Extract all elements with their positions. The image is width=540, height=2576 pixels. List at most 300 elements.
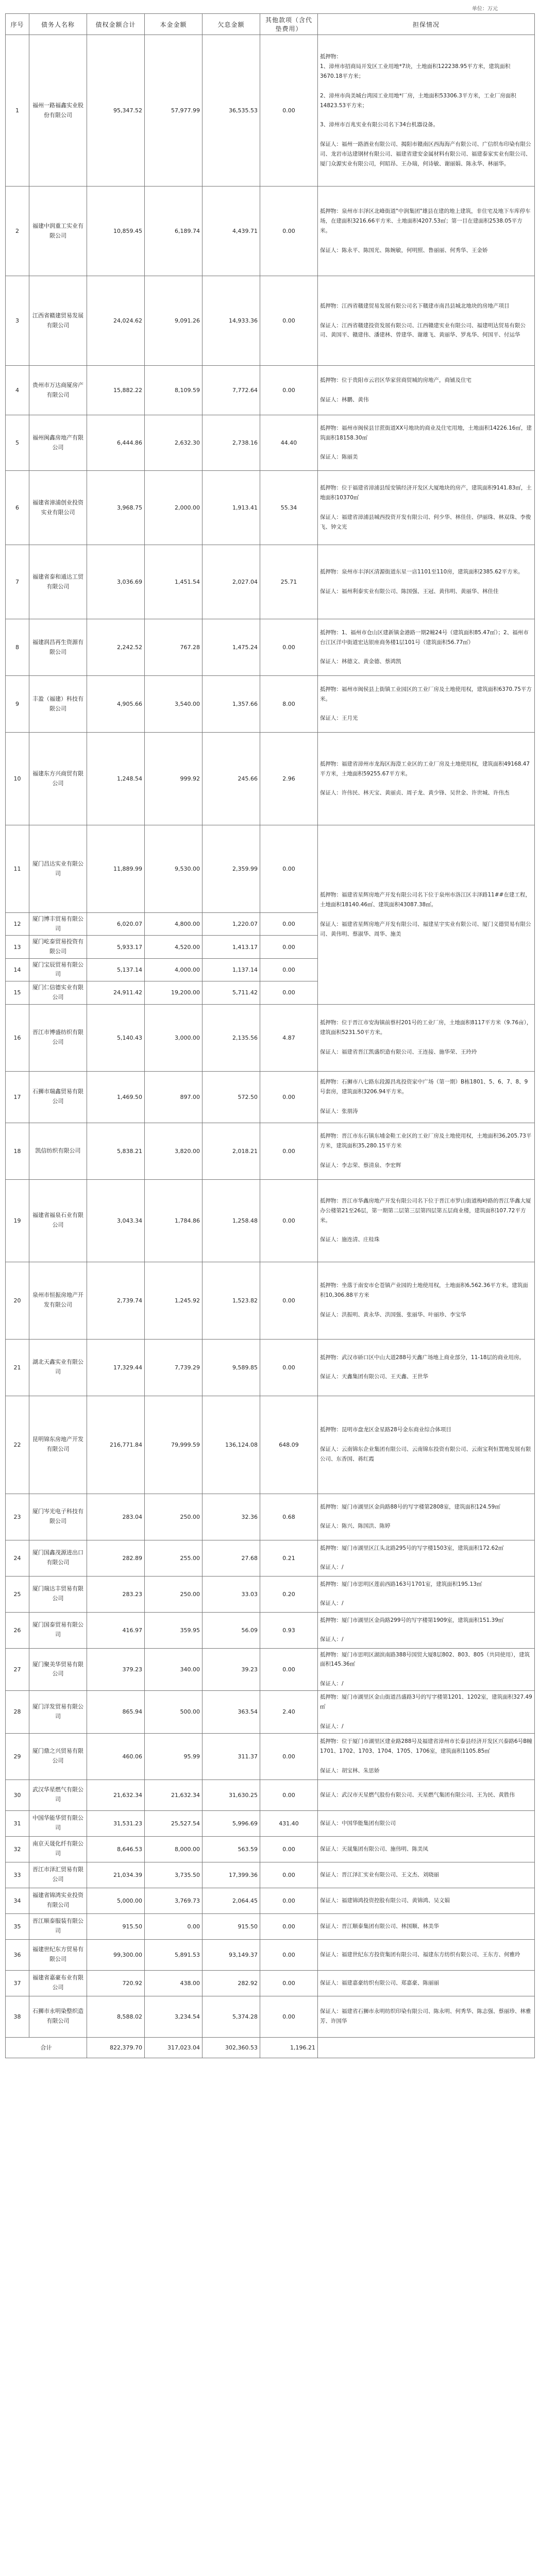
guarantee-text: 抵押物：厦门市思明区莲前西路163号1701室，建筑面积195.13㎡ 保证人：/ xyxy=(320,1581,482,1607)
principal-amount: 999.92 xyxy=(145,733,202,825)
guarantee-detail xyxy=(318,1540,535,1576)
total-amount: 6,020.07 xyxy=(87,913,145,936)
other-amount: 8.00 xyxy=(260,676,318,733)
other-amount: 0.00 xyxy=(260,1262,318,1339)
debtor-name: 福建世纪东方贸易有限公司 xyxy=(29,1939,87,1970)
total-principal: 317,023.04 xyxy=(145,2037,202,2058)
guarantee-text: 抵押物：武汉市硚口区中山大道288号天鑫广场地上商业部分，11-18层的商业用房。 保证人：天鑫集团有限公司、王天鑫、王世华 xyxy=(320,1354,525,1380)
guarantee-detail xyxy=(318,1691,535,1734)
total-amount: 282.89 xyxy=(87,1540,145,1576)
total-amount: 8,588.02 xyxy=(87,1996,145,2037)
interest-amount: 1,258.48 xyxy=(202,1179,260,1262)
table-row xyxy=(6,1179,535,1262)
total-amount: 865.94 xyxy=(87,1691,145,1734)
principal-amount: 21,632.34 xyxy=(145,1780,202,1810)
other-amount: 0.00 xyxy=(260,1179,318,1262)
table-row xyxy=(6,415,535,471)
total-amount: 720.92 xyxy=(87,1970,145,1996)
interest-amount: 1,913.41 xyxy=(202,471,260,545)
guarantee-detail xyxy=(318,1780,535,1810)
interest-amount: 1,357.66 xyxy=(202,676,260,733)
row-index: 28 xyxy=(6,1691,29,1734)
debtor-name: 贵州市万达商厦房产有限公司 xyxy=(29,366,87,415)
interest-amount: 27.68 xyxy=(202,1540,260,1576)
interest-amount: 33.03 xyxy=(202,1576,260,1612)
principal-amount: 9,091.26 xyxy=(145,276,202,366)
debtor-name: 丰盈（福建）科技有限公司 xyxy=(29,676,87,733)
interest-amount: 363.54 xyxy=(202,1691,260,1734)
guarantee-detail xyxy=(318,1339,535,1396)
principal-amount: 4,520.00 xyxy=(145,936,202,958)
other-amount: 0.00 xyxy=(260,936,318,958)
total-interest: 302,360.53 xyxy=(202,2037,260,2058)
other-amount: 2.96 xyxy=(260,733,318,825)
row-index: 37 xyxy=(6,1970,29,1996)
total-amount: 6,444.86 xyxy=(87,415,145,471)
other-amount: 0.00 xyxy=(260,1913,318,1939)
interest-amount: 2,738.16 xyxy=(202,415,260,471)
unit-label: 单位：万元 xyxy=(472,6,498,12)
row-index: 24 xyxy=(6,1540,29,1576)
other-amount: 0.00 xyxy=(260,1648,318,1691)
debtor-name: 福建东方兴商贸有限公司 xyxy=(29,733,87,825)
interest-amount: 31,630.25 xyxy=(202,1780,260,1810)
table-row xyxy=(6,1996,535,2037)
table-row xyxy=(6,1939,535,1970)
guarantee-text: 抵押物：位于贵阳市云岩区华家营商贸城的房地产，商铺及住宅 保证人：林鹏、黄伟 xyxy=(320,377,471,403)
interest-amount: 14,933.36 xyxy=(202,276,260,366)
guarantee-detail xyxy=(318,1179,535,1262)
other-amount: 0.00 xyxy=(260,1780,318,1810)
row-index: 16 xyxy=(6,1004,29,1071)
total-amount: 31,531.23 xyxy=(87,1810,145,1836)
principal-amount: 1,245.92 xyxy=(145,1262,202,1339)
table-row xyxy=(6,733,535,825)
interest-amount: 1,220.07 xyxy=(202,913,260,936)
principal-amount: 3,540.00 xyxy=(145,676,202,733)
total-amount: 216,771.84 xyxy=(87,1396,145,1494)
guarantee-text: 保证人：福建锦鸿投资控股有限公司、黄锦鸿、吴文娟 xyxy=(320,1897,450,1904)
header-interest: 欠息金额 xyxy=(202,14,260,35)
other-amount: 431.40 xyxy=(260,1810,318,1836)
principal-amount: 250.00 xyxy=(145,1494,202,1540)
other-amount: 0.00 xyxy=(260,366,318,415)
debtor-name: 福建省锦鸿实业投资有限公司 xyxy=(29,1888,87,1913)
guarantee-detail xyxy=(318,1913,535,1939)
guarantee-text: 抵押物：厦门市湖里区金尚路299号的写字楼第1909室，建筑面积151.39㎡ 保证人：/ xyxy=(320,1617,504,1643)
other-amount: 0.00 xyxy=(260,981,318,1004)
total-amount: 11,889.99 xyxy=(87,825,145,913)
interest-amount: 245.66 xyxy=(202,733,260,825)
other-amount: 0.00 xyxy=(260,958,318,981)
table-row xyxy=(6,1123,535,1179)
guarantee-text: 保证人：晋江顺泰集团有限公司、林国顺、林美华 xyxy=(320,1923,439,1929)
row-index: 22 xyxy=(6,1396,29,1494)
other-amount: 0.00 xyxy=(260,1123,318,1179)
total-amount: 21,034.39 xyxy=(87,1862,145,1888)
total-amount: 3,968.75 xyxy=(87,471,145,545)
total-amount: 416.97 xyxy=(87,1612,145,1648)
guarantee-text: 抵押物：泉州市丰泽区清源街道东星一店1101至110房，建筑面积2385.62平方米。 保证人：福州利泰实业有限公司、陈国强、王冠、黄伟明、黄丽华、林佳佳 xyxy=(320,569,524,595)
principal-amount: 2,000.00 xyxy=(145,471,202,545)
debtor-name: 厦门瑞达丰贸易有限公司 xyxy=(29,1576,87,1612)
table-row xyxy=(6,1836,535,1862)
row-index: 17 xyxy=(6,1071,29,1123)
interest-amount: 39.23 xyxy=(202,1648,260,1691)
total-other: 1,196.21 xyxy=(260,2037,318,2058)
interest-amount: 56.09 xyxy=(202,1612,260,1648)
guarantee-text: 抵押物：江西省赣建贸易发展有限公司名下赣建市南昌县城北地块的房地产项目 保证人：江西省赣建投资发展有限公司、江西赣建实业有限公司、福建明达贸易有限公司、黄国平、赣建伟、潘建林、曾建华、谢雄飞、黄丽华、罗兆华、何国平、付运华 xyxy=(320,302,526,338)
total-guarantee xyxy=(318,2037,535,2058)
debtor-name: 石狮市瑞鑫贸易有限公司 xyxy=(29,1071,87,1123)
guarantee-detail xyxy=(318,1071,535,1123)
total-amount: 3,043.34 xyxy=(87,1179,145,1262)
total-amount: 460.06 xyxy=(87,1733,145,1780)
total-amount: 5,933.17 xyxy=(87,936,145,958)
table-row xyxy=(6,825,535,913)
table-row xyxy=(6,1071,535,1123)
row-index: 34 xyxy=(6,1888,29,1913)
interest-amount: 17,399.36 xyxy=(202,1862,260,1888)
interest-amount: 136,124.08 xyxy=(202,1396,260,1494)
other-amount: 0.00 xyxy=(260,1996,318,2037)
header-debtor: 债务人名称 xyxy=(29,14,87,35)
guarantee-text: 保证人：武汉市天星燃气股份有限公司、天星燃气集团有限公司、王为民、黄胜伟 xyxy=(320,1791,515,1798)
debtor-name: 厦门屹泰贸易投资有限公司 xyxy=(29,936,87,958)
table-row xyxy=(6,471,535,545)
debtor-name: 厦门博丰贸易有限公司 xyxy=(29,913,87,936)
guarantee-text: 保证人：天晟集团有限公司、施伟明、陈美凤 xyxy=(320,1845,428,1852)
table-row xyxy=(6,1494,535,1540)
total-amount: 5,137.14 xyxy=(87,958,145,981)
table-row xyxy=(6,545,535,619)
debtor-name: 福建润昌再生资源有限公司 xyxy=(29,619,87,676)
total-amount: 24,911.42 xyxy=(87,981,145,1004)
guarantee-detail xyxy=(318,1939,535,1970)
debtor-name: 厦门国鑫茂源进出口有限公司 xyxy=(29,1540,87,1576)
total-amount: 2,242.52 xyxy=(87,619,145,676)
principal-amount: 255.00 xyxy=(145,1540,202,1576)
principal-amount: 19,200.00 xyxy=(145,981,202,1004)
principal-amount: 57,977.99 xyxy=(145,35,202,187)
guarantee-detail xyxy=(318,1004,535,1071)
debt-table xyxy=(5,13,535,2058)
guarantee-detail xyxy=(318,676,535,733)
principal-amount: 897.00 xyxy=(145,1071,202,1123)
row-index: 26 xyxy=(6,1612,29,1648)
guarantee-detail xyxy=(318,619,535,676)
principal-amount: 0.00 xyxy=(145,1913,202,1939)
guarantee-detail xyxy=(318,366,535,415)
guarantee-text: 抵押物：福州市闽侯县甘蔗街道XX号地块的商业及住宅用地，土地面积14226.16㎡，建筑面积18158.30㎡ 保证人：陈丽美 xyxy=(320,425,532,461)
principal-amount: 79,999.59 xyxy=(145,1396,202,1494)
debtor-name: 湖北天鑫实业有限公司 xyxy=(29,1339,87,1396)
total-amount: 17,329.44 xyxy=(87,1339,145,1396)
debtor-name: 福州闽鑫房地产有限公司 xyxy=(29,415,87,471)
principal-amount: 1,451.54 xyxy=(145,545,202,619)
other-amount: 0.00 xyxy=(260,1836,318,1862)
guarantee-detail xyxy=(318,1576,535,1612)
debtor-name: 厦门岑光电子科技有限公司 xyxy=(29,1494,87,1540)
debtor-name: 凯信纺织有限公司 xyxy=(29,1123,87,1179)
total-amount: 15,882.22 xyxy=(87,366,145,415)
interest-amount: 1,413.17 xyxy=(202,936,260,958)
principal-amount: 6,189.74 xyxy=(145,187,202,276)
debtor-name: 晋江顺泰服装有限公司 xyxy=(29,1913,87,1939)
other-amount: 55.34 xyxy=(260,471,318,545)
table-row xyxy=(6,1576,535,1612)
other-amount: 2.40 xyxy=(260,1691,318,1734)
other-amount: 0.00 xyxy=(260,1862,318,1888)
principal-amount: 8,000.00 xyxy=(145,1836,202,1862)
guarantee-detail xyxy=(318,35,535,187)
other-amount: 0.00 xyxy=(260,276,318,366)
table-row xyxy=(6,1262,535,1339)
interest-amount: 5,374.28 xyxy=(202,1996,260,2037)
principal-amount: 3,820.00 xyxy=(145,1123,202,1179)
other-amount: 0.00 xyxy=(260,187,318,276)
row-index: 35 xyxy=(6,1913,29,1939)
debtor-name: 福建省漳浦创业投资实业有限公司 xyxy=(29,471,87,545)
total-amount: 5,000.00 xyxy=(87,1888,145,1913)
debtor-name: 厦门鼎之兴贸易有限公司 xyxy=(29,1733,87,1780)
principal-amount: 359.95 xyxy=(145,1612,202,1648)
interest-amount: 2,064.45 xyxy=(202,1888,260,1913)
row-index: 33 xyxy=(6,1862,29,1888)
guarantee-detail xyxy=(318,187,535,276)
row-index: 3 xyxy=(6,276,29,366)
interest-amount: 311.37 xyxy=(202,1733,260,1780)
table-row xyxy=(6,1339,535,1396)
row-index: 1 xyxy=(6,35,29,187)
interest-amount: 1,137.14 xyxy=(202,958,260,981)
table-row xyxy=(6,276,535,366)
row-index: 10 xyxy=(6,733,29,825)
interest-amount: 915.50 xyxy=(202,1913,260,1939)
debtor-name: 昆明锦东房地产开发有限公司 xyxy=(29,1396,87,1494)
interest-amount: 2,018.21 xyxy=(202,1123,260,1179)
total-amount: 24,024.62 xyxy=(87,276,145,366)
row-index: 7 xyxy=(6,545,29,619)
interest-amount: 5,996.69 xyxy=(202,1810,260,1836)
debtor-name: 福建省嘉豪布业有限公司 xyxy=(29,1970,87,1996)
debtor-name: 厦门仁信德实业有限公司 xyxy=(29,981,87,1004)
row-index: 2 xyxy=(6,187,29,276)
debtor-name: 石狮市永明染整织造有限公司 xyxy=(29,1996,87,2037)
guarantee-text: 抵押物：位于福建省漳浦县绥安镇经济开发区大厦地块的房产，建筑面积9141.83㎡，土地面积10370㎡ 保证人：福建省漳浦县城西投资开发有限公司、何少华、林佳佳、伊丽珠、林双珠、李俊飞、钟文光 xyxy=(320,485,532,530)
principal-amount: 2,632.30 xyxy=(145,415,202,471)
guarantee-text: 保证人：福建嘉豪纺织有限公司、郑嘉豪、陈丽丽 xyxy=(320,1979,439,1986)
debtor-name: 福建中润重工实业有限公司 xyxy=(29,187,87,276)
principal-amount: 4,000.00 xyxy=(145,958,202,981)
row-index: 8 xyxy=(6,619,29,676)
debtor-name: 福州一路福鑫实业股份有限公司 xyxy=(29,35,87,187)
guarantee-detail xyxy=(318,1888,535,1913)
other-amount: 0.00 xyxy=(260,1071,318,1123)
principal-amount: 438.00 xyxy=(145,1970,202,1996)
guarantee-detail xyxy=(318,1996,535,2037)
interest-amount: 32.36 xyxy=(202,1494,260,1540)
other-amount: 0.00 xyxy=(260,913,318,936)
guarantee-text: 抵押物：福建省星辉房地产开发有限公司名下位于泉州市洛江区丰泽路11##在建工程，土地面积18140.46㎡、建筑面积43087.38㎡。 保证人：福建省星辉房地产开发有限公司、福建星宇实业有限公司、厦门义德贸易有限公司、黄伟明、蔡淑华、周华、施美 xyxy=(320,892,531,937)
row-index: 30 xyxy=(6,1780,29,1810)
other-amount: 0.00 xyxy=(260,35,318,187)
debtor-name: 江西省赣建贸易发展有限公司 xyxy=(29,276,87,366)
row-index: 15 xyxy=(6,981,29,1004)
table-row xyxy=(6,1004,535,1071)
guarantee-text: 抵押物：厦门市思明区湖滨南路388号国贸大厦8层802、803、805（共同使用），建筑面积145.36㎡ 保证人：/ xyxy=(320,1651,530,1687)
principal-amount: 25,527.54 xyxy=(145,1810,202,1836)
guarantee-detail xyxy=(318,415,535,471)
other-amount: 0.00 xyxy=(260,1888,318,1913)
row-index: 12 xyxy=(6,913,29,936)
guarantee-text: 抵押物：福州市闽侯县上街镇工业园区的工业厂房及土地使用权，建筑面积6370.75平方米。 保证人：王月光 xyxy=(320,686,532,722)
guarantee-text: 抵押物：位于晋江市安海镇前蔡村201号的工业厂房，土地面积8117平方米（9.76亩），建筑面积5231.50平方米。 保证人：福建省晋江凯盛织造有限公司、王连接、施华荣、王玲玲 xyxy=(320,1020,532,1055)
other-amount: 648.09 xyxy=(260,1396,318,1494)
table-header-row xyxy=(6,14,535,35)
guarantee-text: 抵押物：1、福州市仓山区建新镇金港路一期2幢24号（建筑面积85.47㎡）；2、福州市台江区洋中街道宏达银座商务楼1层101号（建筑面积56.77㎡） 保证人：林德文、黄金德、蔡鸿凯 xyxy=(320,629,529,665)
guarantee-text: 保证人：福建省石狮市永明纺织印染有限公司、陈永明、何秀华、陈志强、蔡丽珍、林雅芳、许国华 xyxy=(320,2008,531,2025)
other-amount: 0.93 xyxy=(260,1612,318,1648)
guarantee-text: 抵押物：晋江市东石镇东埔金鞋工业区的工业厂房及土地使用权，土地面积36,205.73平方米，建筑面积35,280.15平方米 保证人：李志荣、蔡清泉、李宏辉 xyxy=(320,1133,532,1168)
guarantee-detail xyxy=(318,1262,535,1339)
guarantee-text: 抵押物：位于厦门市湖里区建业路288号及福建省漳州市长泰县经济开发区兴泰路6号B幢1701、1702、1703、1704、1705、1706室，建筑面积1105.85㎡ 保证人：胡宝林、朱思娇 xyxy=(320,1738,532,1774)
interest-amount: 36,535.53 xyxy=(202,35,260,187)
row-index: 25 xyxy=(6,1576,29,1612)
interest-amount: 1,475.24 xyxy=(202,619,260,676)
principal-amount: 95.99 xyxy=(145,1733,202,1780)
guarantee-text: 抵押物：晋江市华鑫房地产开发有限公司名下位于晋江市罗山街道梅岭路的晋江华鑫大厦办公楼第21至26层，第一期第二层第三层第四层第五层商业楼，建筑面积107.72平方米。 保证人：施连清、庄桂珠 xyxy=(320,1197,531,1243)
guarantee-text: 保证人：中国华能集团有限公司 xyxy=(320,1820,396,1826)
guarantee-detail xyxy=(318,1648,535,1691)
guarantee-detail xyxy=(318,1836,535,1862)
principal-amount: 4,800.00 xyxy=(145,913,202,936)
interest-amount: 5,711.42 xyxy=(202,981,260,1004)
debtor-name: 厦门昌达实业有限公司 xyxy=(29,825,87,913)
other-amount: 0.21 xyxy=(260,1540,318,1576)
total-amount: 4,905.66 xyxy=(87,676,145,733)
principal-amount: 8,109.59 xyxy=(145,366,202,415)
debtor-name: 厦门宝辰贸易有限公司 xyxy=(29,958,87,981)
guarantee-detail xyxy=(318,1970,535,1996)
header-guarantee: 担保情况 xyxy=(318,14,535,35)
principal-amount: 250.00 xyxy=(145,1576,202,1612)
guarantee-detail xyxy=(318,1396,535,1494)
total-total: 822,379.70 xyxy=(87,2037,145,2058)
guarantee-detail xyxy=(318,825,535,1005)
table-row xyxy=(6,1862,535,1888)
principal-amount: 9,530.00 xyxy=(145,825,202,913)
guarantee-text: 保证人：福建世纪东方投资集团有限公司、福建东方纺织有限公司、王东方、何雅玲 xyxy=(320,1951,520,1958)
total-amount: 8,646.53 xyxy=(87,1836,145,1862)
row-index: 18 xyxy=(6,1123,29,1179)
total-amount: 283.23 xyxy=(87,1576,145,1612)
row-index: 4 xyxy=(6,366,29,415)
header-total: 债权金额合计 xyxy=(87,14,145,35)
row-index: 9 xyxy=(6,676,29,733)
total-amount: 95,347.52 xyxy=(87,35,145,187)
total-amount: 915.50 xyxy=(87,1913,145,1939)
row-index: 36 xyxy=(6,1939,29,1970)
other-amount: 25.71 xyxy=(260,545,318,619)
interest-amount: 93,149.37 xyxy=(202,1939,260,1970)
total-amount: 5,140.43 xyxy=(87,1004,145,1071)
total-amount: 1,248.54 xyxy=(87,733,145,825)
row-index: 23 xyxy=(6,1494,29,1540)
interest-amount: 572.50 xyxy=(202,1071,260,1123)
total-amount: 10,859.45 xyxy=(87,187,145,276)
other-amount: 0.00 xyxy=(260,1939,318,1970)
debtor-name: 福建省福泉石业有限公司 xyxy=(29,1179,87,1262)
interest-amount: 9,589.85 xyxy=(202,1339,260,1396)
principal-amount: 3,735.50 xyxy=(145,1862,202,1888)
principal-amount: 767.28 xyxy=(145,619,202,676)
total-amount: 2,739.74 xyxy=(87,1262,145,1339)
other-amount: 4.87 xyxy=(260,1004,318,1071)
row-index: 21 xyxy=(6,1339,29,1396)
guarantee-detail xyxy=(318,1733,535,1780)
guarantee-text: 抵押物：厦门市湖里区金山街道昌盛路3号的写字楼第1201、1202室，建筑面积327.49㎡ 保证人：/ xyxy=(320,1694,532,1730)
row-index: 19 xyxy=(6,1179,29,1262)
principal-amount: 500.00 xyxy=(145,1691,202,1734)
guarantee-text: 抵押物：厦门市湖里区金尚路88号的写字楼第2808室，建筑面积124.59㎡ 保证人：陈兴、陈国洪、陈婷 xyxy=(320,1503,500,1530)
header-principal: 本金金额 xyxy=(145,14,202,35)
guarantee-text: 抵押物：坐落于南安市仑苍镇产业园的土地使用权，土地面积6,562.36平方米。建筑面积10,306.88平方米 保证人：洪振明、黄永华、洪国强、张丽华、叶丽珍、李宝华 xyxy=(320,1282,528,1318)
debtor-name: 武汉华星燃气有限公司 xyxy=(29,1780,87,1810)
table-row xyxy=(6,1780,535,1810)
table-row xyxy=(6,1810,535,1836)
principal-amount: 1,784.86 xyxy=(145,1179,202,1262)
total-label: 合计 xyxy=(6,2037,87,2058)
guarantee-detail xyxy=(318,1612,535,1648)
guarantee-detail xyxy=(318,1123,535,1179)
debtor-name: 晋江市泽汇贸易有限公司 xyxy=(29,1862,87,1888)
row-index: 31 xyxy=(6,1810,29,1836)
interest-amount: 4,439.71 xyxy=(202,187,260,276)
total-amount: 3,036.69 xyxy=(87,545,145,619)
guarantee-text: 抵押物： 1、漳州市招商局开发区工业用地*7块，土地面积122238.95平方米，建筑面积3670.18平方米； 2、漳州市尚美城台湾园工业用地*厂房，土地面积53306.3平方米，工业厂房面积14823.53平方米； 3、漳州市百兆实业有限公司名下34台机器设备。 保证人：福州一路酒业有限公司、揭阳市赣南区西海海产有限公司、广信织布印染有限公司、龙岩市达建钢材有限公司、福建省建安金属材料有限公司、福建泰家实业有限公司、厦门众源实业有限公司，何昭昂、王办瑞，何诗敏、谢丽娟、陈永华、林丽华。 xyxy=(320,54,531,167)
guarantee-detail xyxy=(318,1494,535,1540)
header-other: 其他款项（含代垫费用） xyxy=(260,14,318,35)
total-amount: 283.04 xyxy=(87,1494,145,1540)
other-amount: 0.00 xyxy=(260,1970,318,1996)
debtor-name: 中国华能华贸有限公司 xyxy=(29,1810,87,1836)
total-amount: 21,632.34 xyxy=(87,1780,145,1810)
other-amount: 0.00 xyxy=(260,825,318,913)
other-amount: 44.40 xyxy=(260,415,318,471)
principal-amount: 7,739.29 xyxy=(145,1339,202,1396)
table-row xyxy=(6,35,535,187)
table-row xyxy=(6,1540,535,1576)
other-amount: 0.00 xyxy=(260,1339,318,1396)
row-index: 29 xyxy=(6,1733,29,1780)
guarantee-text: 保证人：晋江泽汇实业有限公司、王文杰、刘晓丽 xyxy=(320,1871,439,1878)
guarantee-detail xyxy=(318,733,535,825)
row-index: 11 xyxy=(6,825,29,913)
table-row xyxy=(6,1733,535,1780)
total-row xyxy=(6,2037,535,2058)
interest-amount: 7,772.64 xyxy=(202,366,260,415)
other-amount: 0.20 xyxy=(260,1576,318,1612)
interest-amount: 563.59 xyxy=(202,1836,260,1862)
guarantee-text: 抵押物：福建省漳州市龙海区海澄工业区的工业厂房及土地使用权，建筑面积49168.47平方米，土地面积59255.67平方米。 保证人：许伟民、林天宝、黄丽贞、周子龙、黄少锋、吴世金、许世城、许伟杰 xyxy=(320,760,530,796)
guarantee-detail xyxy=(318,471,535,545)
debtor-name: 厦门聚美华贸易有限公司 xyxy=(29,1648,87,1691)
debtor-name: 泉州市恒振房地产开发有限公司 xyxy=(29,1262,87,1339)
guarantee-text: 抵押物：昆明市盘龙区金星路28号金东商业综合体项目 保证人：云南锦东企业集团有限公司、云南锦东投资有限公司、云南宝利恒置地发展有限公司、东香国、蒋红霞 xyxy=(320,1427,531,1462)
principal-amount: 3,234.54 xyxy=(145,1996,202,2037)
total-amount: 379.23 xyxy=(87,1648,145,1691)
